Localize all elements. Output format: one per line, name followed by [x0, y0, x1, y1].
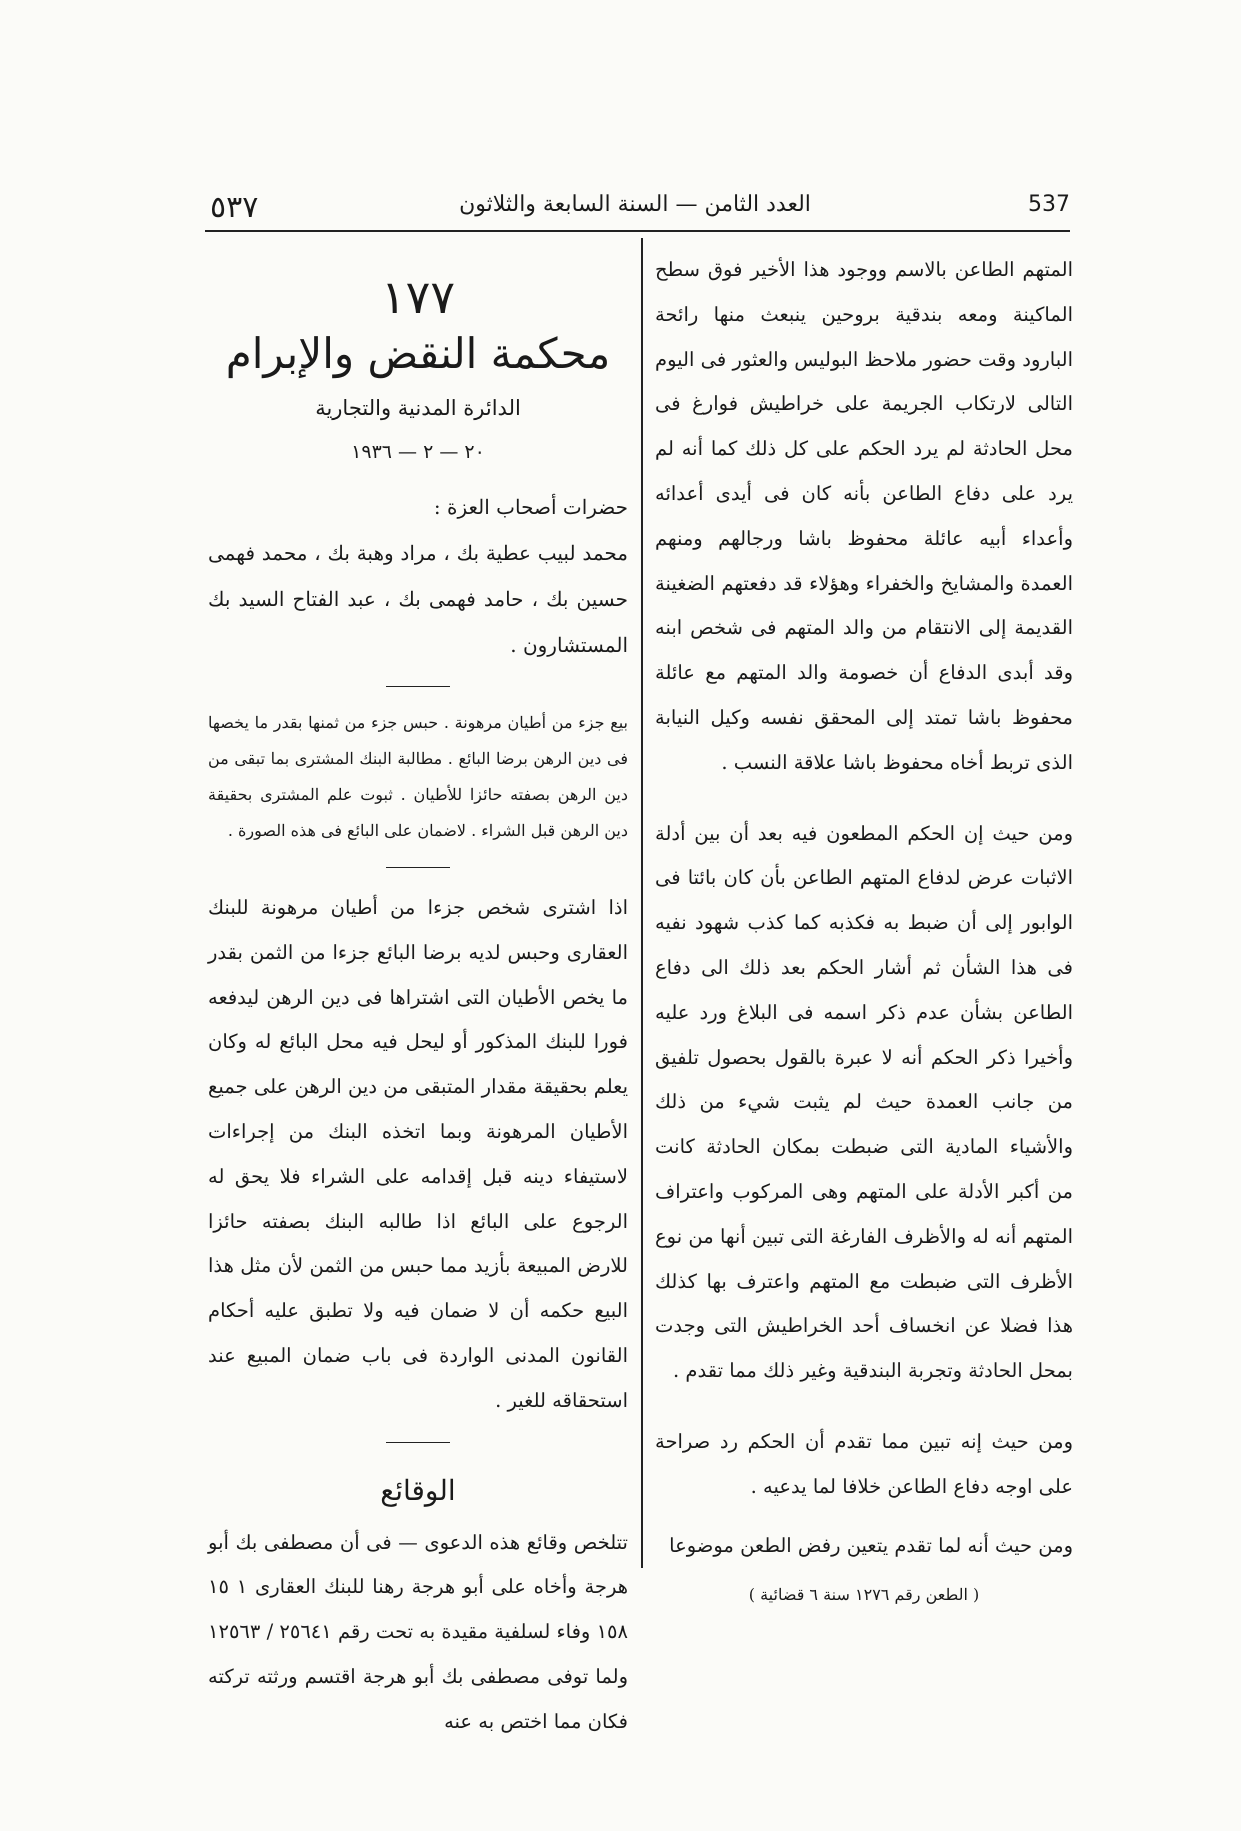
right-column: [655, 248, 1073, 1612]
legal-principle: اذا اشترى شخص جزءا من أطيان مرهونة للبنك العقارى وحبس لديه برضا البائع جزءا من الثمن بقدر ما يخص الأطيان التى اشتراها فى دين الرهن ليدفعه فورا للبنك المذكور أو ليحل فيه محل البائع له وكان يعلم بحقيقة مقدار المتبقى من دين الرهن على جميع الأطيان المرهونة وبما اتخذه البنك من إجراءات لاستيفاء دينه قبل إقدامه على الشراء فلا يحق له الرجوع على البائع اذا طالبه البنك بصفته حائزا للارض المبيعة بأزيد مما حبس من الثمن لأن مثل هذا البيع حكمه أن لا ضمان فيه ولا تطبق عليه أحكام القانون المدنى الواردة فى باب ضمان المبيع عند استحقاقه للغير .: [208, 896, 628, 1412]
bench-members: محمد لبيب عطية بك ، مراد وهبة بك ، محمد فهمى حسين بك ، حامد فهمى بك ، عبد الفتاح السيد بك المستشارون .: [208, 541, 628, 657]
divider: [386, 1442, 450, 1443]
page-header: [200, 188, 1070, 228]
circuit-name: الدائرة المدنية والتجارية: [315, 396, 521, 420]
headnote-summary: بيع جزء من أطيان مرهونة . حبس جزء من ثمنها بقدر ما يخصها فى دين الرهن برضا البائع . مطالبة البنك المشترى بما تبقى من دين الرهن بصفته حائزا للأطيان . ثبوت علم المشترى بحقيقة دين الرهن قبل الشراء . لاضمان على البائع فى هذه الصورة .: [208, 713, 628, 840]
page-number-latin: 537: [1028, 192, 1070, 217]
case-citation: ( الطعن رقم ١٢٧٦ سنة ٦ قضائية ): [748, 1585, 980, 1605]
facts-heading: الوقائع: [380, 1473, 456, 1507]
bench-intro: حضرات أصحاب العزة :: [433, 495, 628, 519]
paragraph: ومن حيث إن الحكم المطعون فيه بعد أن بين أدلة الاثبات عرض لدفاع المتهم الطاعن بأن كان بائتا فى الوابور إلى أن ضبط به فكذبه كما كذب شهود نفيه فى هذا الشأن ثم أشار الحكم بعد ذلك الى دفاع الطاعن بشأن عدم ذكر اسمه فى البلاغ ورد عليه وأخيرا ذكر الحكم أنه لا عبرة بالقول بحصول تلفيق من جانب العمدة حيث لم يثبت شيء من ذلك والأشياء المادية التى ضبطت بمكان الحادثة كانت من أكبر الأدلة على المتهم وهى المركوب واعتراف المتهم أنه له والأظرف الفارغة التى تبين أنها من نوع الأظرف التى ضبطت مع المتهم واعترف بها كذلك هذا فضلا عن انخساف أحد الخراطيش التى وجدت بمحل الحادثة وتجربة البندقية وغير ذلك مما تقدم .: [655, 821, 1073, 1383]
case-number: ١٧٧: [380, 270, 456, 324]
paragraph: ومن حيث إنه تبين مما تقدم أن الحكم رد صراحة على اوجه دفاع الطاعن خلافا لما يدعيه .: [655, 1429, 1073, 1498]
page-number-arabic: ٥٣٧: [210, 190, 259, 225]
running-title: العدد الثامن — السنة السابعة والثلاثون: [459, 192, 811, 217]
court-name: محكمة النقض والإبرام: [225, 329, 611, 378]
paragraph: ومن حيث أنه لما تقدم يتعين رفض الطعن موضوعا: [669, 1533, 1073, 1557]
paragraph: المتهم الطاعن بالاسم ووجود هذا الأخير فوق سطح الماكينة ومعه بندقية بروحين ينبعث منها رائحة البارود وقت حضور ملاحظ البوليس والعثور فى اليوم التالى لارتكاب الجريمة على خراطيش فوارغ فى محل الحادثة لم يرد الحكم على كل ذلك كما أنه لم يرد على دفاع الطاعن بأنه كان فى أيدى أعدائه وأعداء أبيه عائلة محفوظ باشا ورجالهم ومنهم العمدة والمشايخ والخفراء وهؤلاء قد دفعتهم الضغينة القديمة إلى الانتقام من والد المتهم فى شخص ابنه وقد أبدى الدفاع أن خصومة والد المتهم مع عائلة محفوظ باشا تمتد إلى المحقق نفسه وكيل النيابة الذى تربط أخاه محفوظ باشا علاقة النسب .: [655, 258, 1073, 774]
header-rule: [205, 230, 1070, 232]
facts-paragraph: تتلخص وقائع هذه الدعوى — فى أن مصطفى بك أبو هرجة وأخاه على أبو هرجة رهنا للبنك العقارى ١ ١٥ ١٥٨ وفاء لسلفية مقيدة به تحت رقم ٢٥٦٤١ / ١٢٥٦٣ ولما توفى مصطفى بك أبو هرجة اقتسم ورثته تركته فكان مما اختص به عنه: [208, 1530, 628, 1733]
divider: [386, 686, 450, 687]
left-column: [208, 248, 628, 1745]
judgment-date: ٢٠ — ٢ — ١٩٣٦: [351, 441, 485, 463]
column-separator: [641, 238, 643, 1568]
divider: [386, 867, 450, 868]
